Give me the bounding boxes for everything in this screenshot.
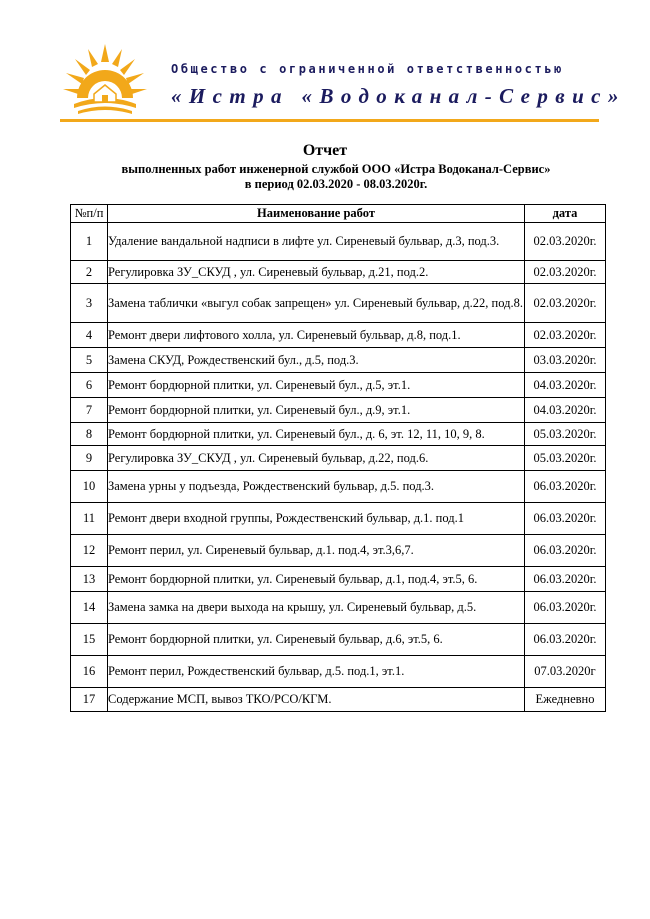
table-row xyxy=(71,284,606,323)
work-description: Ремонт двери лифтового холла, ул. Сиреневый бульвар, д.8, под.1. xyxy=(108,323,525,348)
report-period: в период 02.03.2020 - 08.03.2020г. xyxy=(244,177,428,191)
work-date: 05.03.2020г. xyxy=(525,446,606,471)
works-table xyxy=(70,204,606,712)
company-name: «Истра «Водоканал-Сервис» xyxy=(171,84,626,108)
table-row xyxy=(71,567,606,592)
sun-house-logo xyxy=(60,42,150,114)
work-description: Удаление вандальной надписи в лифте ул. Сиреневый бульвар, д.3, под.3. xyxy=(108,223,525,261)
row-number: 2 xyxy=(71,261,108,284)
work-description: Замена СКУД, Рождественский бул., д.5, под.3. xyxy=(108,348,525,373)
work-description: Замена замка на двери выхода на крышу, ул. Сиреневый бульвар, д.5. xyxy=(108,592,525,624)
work-date: 04.03.2020г. xyxy=(525,373,606,398)
row-number: 1 xyxy=(71,223,108,261)
work-date: 05.03.2020г. xyxy=(525,423,606,446)
table-row xyxy=(71,503,606,535)
work-date: 06.03.2020г. xyxy=(525,567,606,592)
table-row xyxy=(71,373,606,398)
header-date: дата xyxy=(525,205,606,223)
work-description: Ремонт бордюрной плитки, ул. Сиреневый бульвар, д.6, эт.5, 6. xyxy=(108,624,525,656)
table-row xyxy=(71,423,606,446)
work-description: Ремонт перил, ул. Сиреневый бульвар, д.1. под.4, эт.3,6,7. xyxy=(108,535,525,567)
table-row xyxy=(71,624,606,656)
row-number: 14 xyxy=(71,592,108,624)
table-row xyxy=(71,656,606,688)
row-number: 11 xyxy=(71,503,108,535)
table-row xyxy=(71,471,606,503)
report-title: Отчет xyxy=(302,142,348,159)
row-number: 8 xyxy=(71,423,108,446)
row-number: 4 xyxy=(71,323,108,348)
row-number: 12 xyxy=(71,535,108,567)
table-row xyxy=(71,535,606,567)
row-number: 3 xyxy=(71,284,108,323)
work-description: Ремонт бордюрной плитки, ул. Сиреневый бульвар, д.1, под.4, эт.5, 6. xyxy=(108,567,525,592)
work-date: 04.03.2020г. xyxy=(525,398,606,423)
row-number: 13 xyxy=(71,567,108,592)
row-number: 15 xyxy=(71,624,108,656)
work-description: Ремонт перил, Рождественский бульвар, д.5. под.1, эт.1. xyxy=(108,656,525,688)
work-description: Ремонт двери входной группы, Рождественский бульвар, д.1. под.1 xyxy=(108,503,525,535)
table-header-row xyxy=(71,205,606,223)
work-description: Ремонт бордюрной плитки, ул. Сиреневый бул., д.9, эт.1. xyxy=(108,398,525,423)
table-row xyxy=(71,446,606,471)
work-date: 07.03.2020г xyxy=(525,656,606,688)
row-number: 7 xyxy=(71,398,108,423)
work-date: 06.03.2020г. xyxy=(525,471,606,503)
work-date: 06.03.2020г. xyxy=(525,624,606,656)
work-date: Ежедневно xyxy=(525,688,606,712)
header-work-name: Наименование работ xyxy=(108,205,525,223)
row-number: 16 xyxy=(71,656,108,688)
report-subtitle xyxy=(0,162,650,192)
work-description: Ремонт бордюрной плитки, ул. Сиреневый бул., д.5, эт.1. xyxy=(108,373,525,398)
table-row xyxy=(71,223,606,261)
work-description: Замена таблички «выгул собак запрещен» ул. Сиреневый бульвар, д.22, под.8. xyxy=(108,284,525,323)
row-number: 9 xyxy=(71,446,108,471)
row-number: 6 xyxy=(71,373,108,398)
work-description: Содержание МСП, вывоз ТКО/РСО/КГМ. xyxy=(108,688,525,712)
work-description: Регулировка ЗУ_СКУД , ул. Сиреневый бульвар, д.22, под.6. xyxy=(108,446,525,471)
row-number: 17 xyxy=(71,688,108,712)
work-date: 06.03.2020г. xyxy=(525,592,606,624)
header-number: №п/п xyxy=(71,205,108,223)
work-date: 02.03.2020г. xyxy=(525,323,606,348)
work-date: 03.03.2020г. xyxy=(525,348,606,373)
table-row xyxy=(71,261,606,284)
work-description: Замена урны у подъезда, Рождественский бульвар, д.5. под.3. xyxy=(108,471,525,503)
table-row xyxy=(71,323,606,348)
table-row xyxy=(71,348,606,373)
work-date: 06.03.2020г. xyxy=(525,535,606,567)
table-row xyxy=(71,688,606,712)
work-date: 06.03.2020г. xyxy=(525,503,606,535)
company-legal-form: Общество с ограниченной ответственностью xyxy=(171,62,564,76)
work-date: 02.03.2020г. xyxy=(525,284,606,323)
header-divider xyxy=(60,119,599,122)
work-description: Ремонт бордюрной плитки, ул. Сиреневый бул., д. 6, эт. 12, 11, 10, 9, 8. xyxy=(108,423,525,446)
report-subtitle-line1: выполненных работ инженерной службой ООО «Истра Водоканал-Сервис» xyxy=(121,162,551,176)
table-row xyxy=(71,398,606,423)
row-number: 5 xyxy=(71,348,108,373)
row-number: 10 xyxy=(71,471,108,503)
table-row xyxy=(71,592,606,624)
work-date: 02.03.2020г. xyxy=(525,223,606,261)
work-description: Регулировка ЗУ_СКУД , ул. Сиреневый бульвар, д.21, под.2. xyxy=(108,261,525,284)
work-date: 02.03.2020г. xyxy=(525,261,606,284)
